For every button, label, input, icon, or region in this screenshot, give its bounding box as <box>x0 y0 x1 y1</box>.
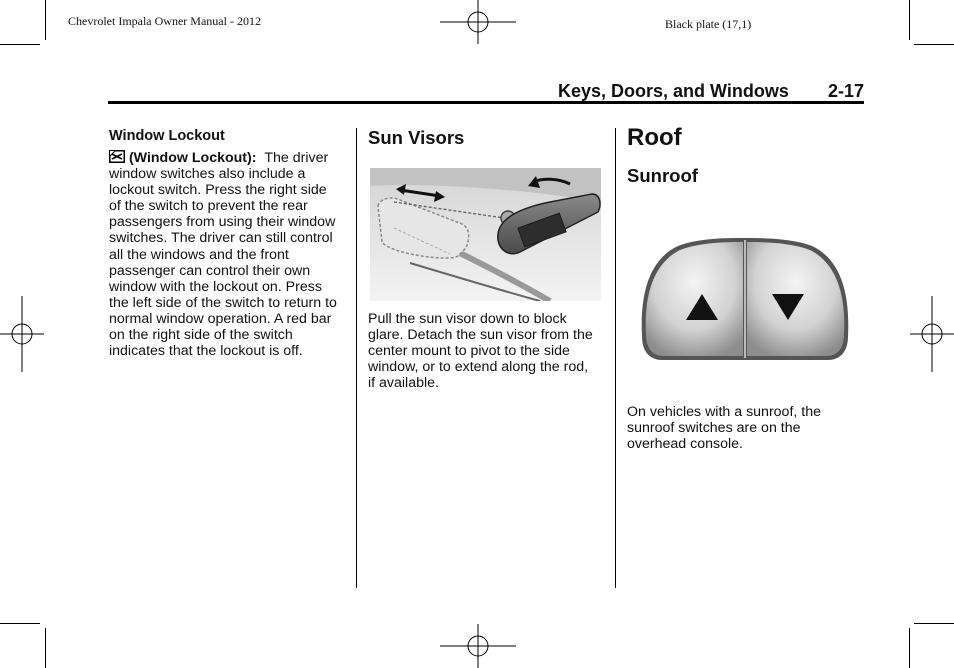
column-divider <box>356 128 357 588</box>
section-title: Keys, Doors, and Windows <box>558 81 789 101</box>
window-lockout-icon <box>109 150 125 163</box>
text-line: lockout switch. Press the right side <box>109 182 327 199</box>
text-line: if available. <box>368 375 439 392</box>
text-line: passenger can control their own <box>109 262 311 279</box>
header-rule <box>108 101 864 104</box>
column-divider <box>615 128 616 588</box>
sun-visor-illustration <box>370 168 601 301</box>
text-line: switches. The driver can still control <box>109 230 333 247</box>
manual-title: Chevrolet Impala Owner Manual - 2012 <box>68 14 261 28</box>
text-line: of the switch to prevent the rear <box>109 198 308 215</box>
text-line: center mount to pivot to the side <box>368 343 570 360</box>
sun-visors-heading: Sun Visors <box>368 127 465 148</box>
roof-heading: Roof <box>627 124 682 151</box>
text-line: overhead console. <box>627 436 743 453</box>
text-line: on the right side of the switch <box>109 327 293 344</box>
text-line: sunroof switches are on the <box>627 420 801 437</box>
sunroof-paragraph <box>627 404 821 452</box>
registration-mark <box>440 624 516 668</box>
crop-mark <box>914 623 954 624</box>
text-line: window, or to extend along the rod, <box>368 359 589 376</box>
crop-mark <box>909 0 910 40</box>
sunroof-heading: Sunroof <box>627 165 698 186</box>
first-line-rest: The driver <box>264 150 329 166</box>
paragraph-first-line <box>109 150 349 166</box>
text-line: passengers from using their window <box>109 214 336 231</box>
text-line: indicates that the lockout is off. <box>109 343 303 360</box>
crop-mark <box>45 0 46 40</box>
text-line: glare. Detach the sun visor from the <box>368 327 593 344</box>
text-line: normal window operation. A red bar <box>109 310 332 327</box>
text-line: window switches also include a <box>109 166 306 183</box>
registration-mark <box>910 296 954 372</box>
window-lockout-paragraph <box>109 150 349 359</box>
registration-mark <box>0 296 44 372</box>
crop-mark <box>0 623 40 624</box>
page-number: 2-17 <box>828 81 865 101</box>
text-line: On vehicles with a sunroof, the <box>627 404 821 420</box>
sunroof-switch-illustration <box>638 236 852 364</box>
crop-mark <box>0 44 40 45</box>
crop-mark <box>45 628 46 668</box>
window-lockout-heading: Window Lockout <box>109 128 225 144</box>
crop-mark <box>914 44 954 45</box>
registration-mark <box>440 0 516 44</box>
plate-label: Black plate (17,1) <box>665 17 752 31</box>
text-line: the left side of the switch to return to <box>109 294 337 311</box>
sun-visors-paragraph <box>368 311 593 391</box>
text-line: all the windows and the front <box>109 246 289 263</box>
window-lockout-term: (Window Lockout): <box>128 150 257 166</box>
text-line: Pull the sun visor down to block <box>368 311 567 327</box>
crop-mark <box>909 628 910 668</box>
text-line: window with the lockout on. Press <box>109 278 322 295</box>
column-window-lockout <box>109 128 349 359</box>
